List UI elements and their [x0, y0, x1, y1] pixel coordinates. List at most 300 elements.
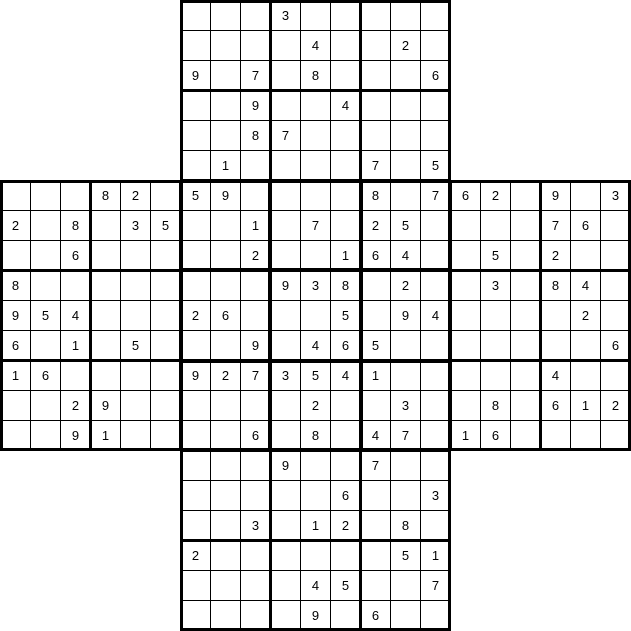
- sudoku-cell-empty[interactable]: [330, 450, 361, 481]
- sudoku-cell-given: 9: [240, 90, 271, 121]
- sudoku-cell-empty[interactable]: [120, 420, 151, 451]
- sudoku-cell-empty[interactable]: [270, 330, 301, 361]
- sudoku-cell-given: 7: [390, 420, 421, 451]
- sudoku-cell-given: 2: [600, 390, 631, 421]
- sudoku-cell-empty[interactable]: [600, 270, 631, 301]
- sudoku-cell-given: 2: [120, 180, 151, 211]
- sudoku-cell-empty[interactable]: [240, 150, 271, 181]
- sudoku-cell-given: 8: [0, 270, 31, 301]
- sudoku-cell-empty[interactable]: [240, 600, 271, 631]
- sudoku-cell-empty[interactable]: [210, 120, 241, 151]
- sudoku-cell-given: 2: [360, 210, 391, 241]
- sudoku-cell-empty[interactable]: [420, 240, 451, 271]
- sudoku-cell-given: 8: [540, 270, 571, 301]
- sudoku-cell-given: 8: [360, 180, 391, 211]
- sudoku-cell-empty[interactable]: [210, 570, 241, 601]
- sudoku-cell-empty[interactable]: [150, 300, 181, 331]
- sudoku-cell-empty[interactable]: [210, 540, 241, 571]
- sudoku-cell-empty[interactable]: [180, 570, 211, 601]
- region-divider-vertical: [0, 180, 3, 451]
- sudoku-cell-given: 7: [540, 210, 571, 241]
- sudoku-cell-given: 9: [270, 270, 301, 301]
- sudoku-cell-empty[interactable]: [330, 0, 361, 31]
- sudoku-cell-empty[interactable]: [600, 360, 631, 391]
- sudoku-cell-empty[interactable]: [210, 240, 241, 271]
- sudoku-cell-empty[interactable]: [30, 420, 61, 451]
- sudoku-cell-empty[interactable]: [390, 120, 421, 151]
- sudoku-cell-empty[interactable]: [330, 540, 361, 571]
- sudoku-cell-empty[interactable]: [240, 180, 271, 211]
- sudoku-cell-given: 9: [0, 300, 31, 331]
- sudoku-cell-empty[interactable]: [540, 300, 571, 331]
- sudoku-cell-given: 4: [300, 30, 331, 61]
- sudoku-cell-given: 1: [300, 510, 331, 541]
- sudoku-cell-given: 5: [120, 330, 151, 361]
- sudoku-cell-empty[interactable]: [30, 270, 61, 301]
- sudoku-cell-given: 7: [240, 360, 271, 391]
- sudoku-cell-empty[interactable]: [240, 570, 271, 601]
- sudoku-cell-given: 4: [330, 90, 361, 121]
- sudoku-cell-given: 1: [420, 540, 451, 571]
- sudoku-cell-empty[interactable]: [510, 180, 541, 211]
- sudoku-cell-empty[interactable]: [210, 90, 241, 121]
- sudoku-cell-empty[interactable]: [330, 390, 361, 421]
- sudoku-cell-empty[interactable]: [360, 540, 391, 571]
- sudoku-cell-empty[interactable]: [570, 180, 601, 211]
- sudoku-cell-empty[interactable]: [120, 390, 151, 421]
- sudoku-cell-given: 4: [540, 360, 571, 391]
- region-divider-vertical: [359, 360, 362, 631]
- sudoku-cell-empty[interactable]: [150, 420, 181, 451]
- sudoku-cell-empty[interactable]: [270, 390, 301, 421]
- sudoku-cell-given: 3: [600, 180, 631, 211]
- sudoku-cell-empty[interactable]: [90, 240, 121, 271]
- sudoku-cell-empty[interactable]: [270, 240, 301, 271]
- sudoku-cell-empty[interactable]: [390, 90, 421, 121]
- sudoku-cell-empty[interactable]: [570, 240, 601, 271]
- sudoku-cell-empty[interactable]: [450, 390, 481, 421]
- sudoku-cell-given: 1: [210, 150, 241, 181]
- sudoku-cell-empty[interactable]: [240, 300, 271, 331]
- sudoku-cell-given: 6: [330, 330, 361, 361]
- sudoku-cell-given: 4: [60, 300, 91, 331]
- sudoku-cell-empty[interactable]: [360, 30, 391, 61]
- sudoku-cell-empty[interactable]: [420, 450, 451, 481]
- sudoku-cell-empty[interactable]: [210, 420, 241, 451]
- sudoku-cell-empty[interactable]: [270, 540, 301, 571]
- sudoku-cell-given: 4: [300, 570, 331, 601]
- sudoku-cell-given: 7: [420, 570, 451, 601]
- region-divider-vertical: [539, 180, 542, 451]
- sudoku-cell-given: 2: [540, 240, 571, 271]
- sudoku-cell-empty[interactable]: [300, 480, 331, 511]
- sudoku-cell-given: 5: [330, 300, 361, 331]
- sudoku-cell-given: 5: [330, 570, 361, 601]
- sudoku-cell-empty[interactable]: [210, 210, 241, 241]
- sudoku-cell-given: 5: [360, 330, 391, 361]
- sudoku-cell-empty[interactable]: [570, 330, 601, 361]
- sudoku-cell-given: 5: [420, 150, 451, 181]
- sudoku-cell-empty[interactable]: [90, 300, 121, 331]
- sudoku-cell-given: 7: [420, 180, 451, 211]
- sudoku-cell-given: 1: [450, 420, 481, 451]
- sudoku-cell-empty[interactable]: [510, 240, 541, 271]
- sudoku-cell-empty[interactable]: [150, 240, 181, 271]
- sudoku-cell-empty[interactable]: [180, 390, 211, 421]
- sudoku-cell-empty[interactable]: [330, 180, 361, 211]
- sudoku-cell-empty[interactable]: [360, 60, 391, 91]
- sudoku-cell-given: 5: [390, 210, 421, 241]
- sudoku-cell-empty[interactable]: [510, 330, 541, 361]
- sudoku-cell-given: 2: [570, 300, 601, 331]
- sudoku-cell-empty[interactable]: [420, 270, 451, 301]
- sudoku-cell-empty[interactable]: [450, 270, 481, 301]
- sudoku-cell-given: 3: [270, 360, 301, 391]
- region-divider-vertical: [448, 360, 451, 631]
- sudoku-cell-empty[interactable]: [420, 90, 451, 121]
- sudoku-cell-given: 9: [540, 180, 571, 211]
- sudoku-cell-given: 7: [270, 120, 301, 151]
- sudoku-cell-empty[interactable]: [270, 210, 301, 241]
- sudoku-cell-empty[interactable]: [330, 420, 361, 451]
- sudoku-cell-empty[interactable]: [330, 60, 361, 91]
- sudoku-cell-empty[interactable]: [270, 510, 301, 541]
- sudoku-cell-empty[interactable]: [270, 60, 301, 91]
- sudoku-cell-given: 6: [0, 330, 31, 361]
- sudoku-cell-empty[interactable]: [180, 600, 211, 631]
- sudoku-cell-empty[interactable]: [300, 90, 331, 121]
- sudoku-cell-empty[interactable]: [330, 150, 361, 181]
- region-divider-horizontal: [360, 269, 631, 272]
- sudoku-cell-given: 8: [300, 420, 331, 451]
- sudoku-cell-empty[interactable]: [60, 180, 91, 211]
- region-divider-vertical: [89, 180, 92, 451]
- sudoku-cell-given: 6: [570, 210, 601, 241]
- sudoku-cell-given: 9: [180, 60, 211, 91]
- sudoku-cell-empty[interactable]: [300, 120, 331, 151]
- sudoku-cell-given: 4: [390, 240, 421, 271]
- sudoku-cell-empty[interactable]: [360, 570, 391, 601]
- sudoku-cell-given: 4: [570, 270, 601, 301]
- sudoku-cell-empty[interactable]: [210, 0, 241, 31]
- sudoku-cell-empty[interactable]: [390, 450, 421, 481]
- sudoku-cell-empty[interactable]: [450, 300, 481, 331]
- sudoku-cell-empty[interactable]: [180, 480, 211, 511]
- sudoku-cell-empty[interactable]: [360, 120, 391, 151]
- sudoku-cell-empty[interactable]: [30, 390, 61, 421]
- sudoku-cell-empty[interactable]: [510, 420, 541, 451]
- sudoku-cell-empty[interactable]: [30, 180, 61, 211]
- sudoku-cell-given: 5: [300, 360, 331, 391]
- sudoku-cell-given: 6: [540, 390, 571, 421]
- sudoku-cell-empty[interactable]: [270, 570, 301, 601]
- sudoku-cell-empty[interactable]: [360, 300, 391, 331]
- sudoku-cell-empty[interactable]: [420, 120, 451, 151]
- sudoku-cell-given: 2: [240, 240, 271, 271]
- sudoku-cell-given: 6: [360, 240, 391, 271]
- sudoku-cell-given: 2: [0, 210, 31, 241]
- sudoku-cell-given: 6: [210, 300, 241, 331]
- sudoku-cell-empty[interactable]: [330, 210, 361, 241]
- sudoku-cell-given: 4: [300, 330, 331, 361]
- sudoku-cell-empty[interactable]: [300, 180, 331, 211]
- sudoku-cell-given: 9: [390, 300, 421, 331]
- sudoku-cell-empty[interactable]: [210, 60, 241, 91]
- sudoku-cell-empty[interactable]: [360, 0, 391, 31]
- sudoku-cell-empty[interactable]: [60, 270, 91, 301]
- sudoku-cell-given: 8: [60, 210, 91, 241]
- sudoku-cell-empty[interactable]: [210, 30, 241, 61]
- sudoku-cell-empty[interactable]: [600, 240, 631, 271]
- sudoku-cell-empty[interactable]: [510, 390, 541, 421]
- sudoku-cell-given: 3: [240, 510, 271, 541]
- sudoku-cell-empty[interactable]: [570, 360, 601, 391]
- sudoku-cell-empty[interactable]: [360, 480, 391, 511]
- sudoku-cell-empty[interactable]: [90, 270, 121, 301]
- sudoku-cell-given: 6: [330, 480, 361, 511]
- sudoku-cell-empty[interactable]: [0, 390, 31, 421]
- sudoku-cell-empty[interactable]: [120, 270, 151, 301]
- sudoku-cell-empty[interactable]: [510, 210, 541, 241]
- sudoku-cell-given: 6: [600, 330, 631, 361]
- sudoku-cell-given: 9: [210, 180, 241, 211]
- sudoku-cell-empty[interactable]: [60, 360, 91, 391]
- sudoku-cell-empty[interactable]: [270, 300, 301, 331]
- sudoku-cell-given: 5: [150, 210, 181, 241]
- sudoku-cell-empty[interactable]: [180, 150, 211, 181]
- sudoku-cell-empty[interactable]: [390, 600, 421, 631]
- sudoku-cell-given: 1: [90, 420, 121, 451]
- sudoku-cell-empty[interactable]: [240, 0, 271, 31]
- sudoku-cell-given: 6: [30, 360, 61, 391]
- sudoku-cell-empty[interactable]: [90, 330, 121, 361]
- sudoku-cell-empty[interactable]: [270, 420, 301, 451]
- sudoku-cell-given: 8: [90, 180, 121, 211]
- sudoku-cell-empty[interactable]: [330, 600, 361, 631]
- sudoku-cell-empty[interactable]: [390, 570, 421, 601]
- sudoku-cell-empty[interactable]: [210, 510, 241, 541]
- sudoku-cell-empty[interactable]: [210, 390, 241, 421]
- sudoku-cell-empty[interactable]: [120, 240, 151, 271]
- sudoku-cell-empty[interactable]: [300, 150, 331, 181]
- sudoku-cell-given: 7: [360, 450, 391, 481]
- sudoku-cell-given: 8: [240, 120, 271, 151]
- sudoku-cell-empty[interactable]: [90, 210, 121, 241]
- sudoku-cell-empty[interactable]: [420, 360, 451, 391]
- sudoku-cell-empty[interactable]: [150, 270, 181, 301]
- sudoku-cell-empty[interactable]: [360, 510, 391, 541]
- sudoku-cell-empty[interactable]: [210, 600, 241, 631]
- sudoku-cell-empty[interactable]: [210, 450, 241, 481]
- sudoku-cell-empty[interactable]: [420, 600, 451, 631]
- sudoku-cell-empty[interactable]: [180, 420, 211, 451]
- sudoku-cell-given: 9: [270, 450, 301, 481]
- sudoku-cell-empty[interactable]: [180, 330, 211, 361]
- sudoku-cell-empty[interactable]: [240, 390, 271, 421]
- sudoku-cell-given: 2: [210, 360, 241, 391]
- sudoku-cell-empty[interactable]: [540, 330, 571, 361]
- sudoku-cell-empty[interactable]: [480, 330, 511, 361]
- sudoku-cell-empty[interactable]: [360, 270, 391, 301]
- sudoku-cell-empty[interactable]: [180, 0, 211, 31]
- sudoku-cell-given: 9: [240, 330, 271, 361]
- sudoku-cell-given: 8: [300, 60, 331, 91]
- region-divider-horizontal: [180, 539, 451, 542]
- sudoku-cell-empty[interactable]: [390, 60, 421, 91]
- sudoku-cell-given: 9: [60, 420, 91, 451]
- sudoku-cell-given: 6: [420, 60, 451, 91]
- sudoku-cell-given: 1: [360, 360, 391, 391]
- sudoku-cell-given: 1: [570, 390, 601, 421]
- sudoku-cell-empty[interactable]: [390, 480, 421, 511]
- sudoku-cell-given: 2: [180, 300, 211, 331]
- sudoku-cell-empty[interactable]: [150, 330, 181, 361]
- sudoku-cell-empty[interactable]: [360, 90, 391, 121]
- sudoku-cell-empty[interactable]: [540, 420, 571, 451]
- sudoku-cell-given: 1: [60, 330, 91, 361]
- sudoku-cell-empty[interactable]: [300, 300, 331, 331]
- sudoku-cell-empty[interactable]: [210, 480, 241, 511]
- sudoku-cell-given: 9: [300, 600, 331, 631]
- sudoku-cell-empty[interactable]: [600, 420, 631, 451]
- sudoku-cell-empty[interactable]: [300, 0, 331, 31]
- sudoku-cell-empty[interactable]: [30, 240, 61, 271]
- sudoku-cell-empty[interactable]: [240, 540, 271, 571]
- sudoku-cell-empty[interactable]: [420, 330, 451, 361]
- sudoku-cell-empty[interactable]: [420, 0, 451, 31]
- sudoku-cell-empty[interactable]: [270, 90, 301, 121]
- region-divider-vertical: [180, 360, 183, 631]
- sudoku-cell-empty[interactable]: [480, 300, 511, 331]
- sudoku-cell-empty[interactable]: [300, 240, 331, 271]
- sudoku-cell-empty[interactable]: [420, 510, 451, 541]
- sudoku-cell-empty[interactable]: [510, 360, 541, 391]
- sudoku-cell-empty[interactable]: [300, 450, 331, 481]
- sudoku-cell-given: 5: [180, 180, 211, 211]
- sudoku-cell-empty[interactable]: [180, 450, 211, 481]
- sudoku-cell-empty[interactable]: [420, 30, 451, 61]
- sudoku-cell-empty[interactable]: [210, 270, 241, 301]
- sudoku-cell-empty[interactable]: [240, 30, 271, 61]
- region-divider-horizontal: [360, 180, 631, 183]
- sudoku-cell-empty[interactable]: [150, 390, 181, 421]
- sudoku-cell-empty[interactable]: [390, 0, 421, 31]
- sudoku-cell-empty[interactable]: [360, 390, 391, 421]
- sudoku-cell-given: 1: [240, 210, 271, 241]
- sudoku-cell-empty[interactable]: [570, 420, 601, 451]
- sudoku-cell-given: 2: [60, 390, 91, 421]
- sudoku-cell-empty[interactable]: [450, 210, 481, 241]
- region-divider-horizontal: [180, 449, 451, 452]
- sudoku-cell-given: 3: [480, 270, 511, 301]
- sudoku-cell-given: 6: [450, 180, 481, 211]
- sudoku-cell-empty[interactable]: [510, 300, 541, 331]
- sudoku-cell-given: 2: [390, 30, 421, 61]
- sudoku-cell-empty[interactable]: [0, 420, 31, 451]
- sudoku-cell-empty[interactable]: [180, 270, 211, 301]
- sudoku-cell-empty[interactable]: [180, 90, 211, 121]
- sudoku-cell-empty[interactable]: [600, 300, 631, 331]
- sudoku-cell-empty[interactable]: [420, 210, 451, 241]
- sudoku-cell-empty[interactable]: [180, 30, 211, 61]
- sudoku-cell-empty[interactable]: [390, 360, 421, 391]
- sudoku-cell-empty[interactable]: [480, 210, 511, 241]
- sudoku-cell-given: 4: [360, 420, 391, 451]
- sudoku-cell-empty[interactable]: [450, 330, 481, 361]
- sudoku-cell-given: 2: [390, 270, 421, 301]
- sudoku-cell-empty[interactable]: [240, 450, 271, 481]
- sudoku-cell-empty[interactable]: [180, 240, 211, 271]
- sudoku-cell-empty[interactable]: [330, 120, 361, 151]
- sudoku-cell-empty[interactable]: [270, 480, 301, 511]
- sudoku-cell-empty[interactable]: [270, 180, 301, 211]
- sudoku-cell-empty[interactable]: [390, 150, 421, 181]
- sudoku-cell-empty[interactable]: [270, 600, 301, 631]
- sudoku-cell-given: 4: [420, 300, 451, 331]
- sudoku-cell-given: 9: [90, 390, 121, 421]
- sudoku-cell-given: 7: [240, 60, 271, 91]
- sudoku-cell-given: 4: [330, 360, 361, 391]
- sudoku-cell-empty[interactable]: [180, 120, 211, 151]
- sudoku-cell-empty[interactable]: [390, 330, 421, 361]
- sudoku-cell-empty[interactable]: [90, 360, 121, 391]
- sudoku-cell-empty[interactable]: [420, 420, 451, 451]
- sudoku-cell-given: 3: [300, 270, 331, 301]
- sudoku-cell-given: 3: [270, 0, 301, 31]
- sudoku-cell-empty[interactable]: [270, 150, 301, 181]
- sudoku-cell-given: 5: [30, 300, 61, 331]
- sudoku-cell-empty[interactable]: [0, 240, 31, 271]
- sudoku-cell-empty[interactable]: [30, 210, 61, 241]
- sudoku-cell-empty[interactable]: [30, 330, 61, 361]
- sudoku-cell-empty[interactable]: [120, 300, 151, 331]
- sudoku-cell-empty[interactable]: [150, 360, 181, 391]
- sudoku-cell-given: 2: [480, 180, 511, 211]
- sudoku-cell-empty[interactable]: [450, 360, 481, 391]
- sudoku-cell-empty[interactable]: [330, 30, 361, 61]
- sudoku-cell-empty[interactable]: [510, 270, 541, 301]
- sudoku-cell-given: 1: [0, 360, 31, 391]
- sudoku-cell-given: 1: [330, 240, 361, 271]
- sudoku-cell-empty[interactable]: [450, 240, 481, 271]
- sudoku-cell-empty[interactable]: [180, 510, 211, 541]
- sudoku-cell-given: 3: [120, 210, 151, 241]
- region-divider-horizontal: [180, 89, 451, 92]
- sudoku-cell-empty[interactable]: [300, 540, 331, 571]
- sudoku-cell-given: 7: [300, 210, 331, 241]
- sudoku-cell-given: 6: [240, 420, 271, 451]
- sudoku-cell-empty[interactable]: [0, 180, 31, 211]
- region-divider-horizontal: [180, 0, 451, 3]
- sudoku-cell-empty[interactable]: [180, 210, 211, 241]
- sudoku-cell-empty[interactable]: [390, 180, 421, 211]
- sudoku-cell-empty[interactable]: [600, 210, 631, 241]
- sudoku-cell-empty[interactable]: [270, 30, 301, 61]
- sudoku-cell-given: 3: [390, 390, 421, 421]
- sudoku-cell-empty[interactable]: [210, 330, 241, 361]
- sudoku-cell-empty[interactable]: [240, 270, 271, 301]
- region-divider-horizontal: [180, 360, 451, 363]
- sudoku-cell-empty[interactable]: [150, 180, 181, 211]
- sudoku-cell-given: 6: [60, 240, 91, 271]
- sudoku-cell-empty[interactable]: [420, 390, 451, 421]
- sudoku-cell-given: 2: [300, 390, 331, 421]
- sudoku-cell-empty[interactable]: [480, 360, 511, 391]
- sudoku-cell-empty[interactable]: [240, 480, 271, 511]
- sudoku-cell-empty[interactable]: [120, 360, 151, 391]
- sudoku-cell-given: 6: [480, 420, 511, 451]
- sudoku-cell-given: 8: [390, 510, 421, 541]
